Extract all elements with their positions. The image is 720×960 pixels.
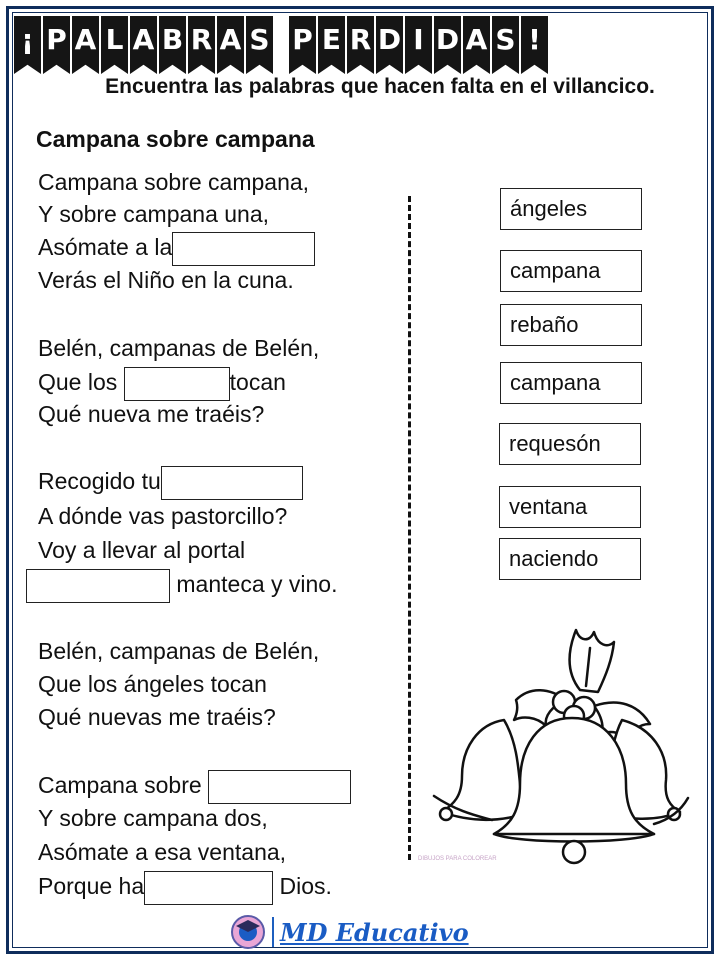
instruction-text: Encuentra las palabras que hacen falta en el villancico. (105, 75, 655, 98)
blank-box-1[interactable] (172, 232, 315, 266)
poem-line-16: Y sobre campana dos, (38, 805, 268, 831)
footer-separator (272, 917, 274, 947)
poem-line-12: Belén, campanas de Belén, (38, 638, 320, 664)
word-bank-item[interactable]: rebaño (500, 304, 642, 346)
banner-pennant: E (318, 16, 345, 74)
banner-pennant: D (434, 16, 461, 74)
poem-line-18 (38, 871, 332, 901)
poem-line-11-text: manteca y vino. (176, 571, 338, 598)
footer (230, 912, 469, 952)
dashed-divider (408, 196, 411, 860)
blank-box-4[interactable] (26, 569, 170, 603)
poem-line-13: Que los ángeles tocan (38, 671, 267, 697)
word-bank-item[interactable]: campana (500, 250, 642, 292)
banner-pennant: A (217, 16, 244, 74)
banner-pennant: A (130, 16, 157, 74)
banner-pennant: A (463, 16, 490, 74)
banner-pennant: B (159, 16, 186, 74)
word-bank-item[interactable]: ventana (499, 486, 641, 528)
banner-pennant: R (188, 16, 215, 74)
christmas-bells-illustration (418, 620, 690, 875)
banner-pennant: ! (521, 16, 548, 74)
image-credit: DIBUJOS PARA COLOREAR (418, 856, 497, 862)
poem-line-1: Campana sobre campana, (38, 169, 310, 195)
poem-line-8 (38, 466, 303, 496)
poem-line-6 (38, 367, 286, 397)
title-banner (14, 16, 548, 76)
poem-line-18-text-a: Porque ha (38, 873, 145, 900)
poem-line-9: A dónde vas pastorcillo? (38, 503, 288, 529)
poem-line-2: Y sobre campana una, (38, 201, 270, 227)
poem-line-15-text: Campana sobre (38, 772, 202, 799)
word-bank-item[interactable]: campana (500, 362, 642, 404)
banner-pennant: S (246, 16, 273, 74)
banner-pennant: P (43, 16, 70, 74)
poem-line-15 (38, 770, 351, 800)
poem-line-7: Qué nueva me traéis? (38, 401, 265, 427)
poem-line-6-text-a: Que los (38, 369, 118, 396)
banner-pennant: ¡ (14, 16, 41, 74)
banner-pennant: L (101, 16, 128, 74)
word-bank-item[interactable]: ángeles (500, 188, 642, 230)
poem-line-17: Asómate a esa ventana, (38, 839, 287, 865)
blank-box-5[interactable] (208, 770, 351, 804)
blank-box-6[interactable] (144, 871, 273, 905)
poem-line-11 (26, 569, 337, 599)
banner-pennant: I (405, 16, 432, 74)
banner-pennant: A (72, 16, 99, 74)
banner-pennant: S (492, 16, 519, 74)
blank-box-2[interactable] (124, 367, 230, 401)
banner-pennant: P (289, 16, 316, 74)
banner-pennant: R (347, 16, 374, 74)
poem-line-4: Verás el Niño en la cuna. (38, 267, 294, 293)
poem-line-3-text: Asómate a la (38, 234, 173, 261)
poem-line-10: Voy a llevar al portal (38, 537, 246, 563)
banner-pennant: D (376, 16, 403, 74)
word-bank-item[interactable]: naciendo (499, 538, 641, 580)
poem-line-18-text-b: Dios. (279, 873, 332, 900)
poem-line-8-text: Recogido tu (38, 468, 161, 495)
brand-name[interactable]: MD Educativo (280, 917, 469, 947)
poem-line-14: Qué nuevas me traéis? (38, 704, 276, 730)
banner-gap (275, 16, 287, 76)
song-title: Campana sobre campana (36, 126, 315, 152)
brand-logo-icon (230, 914, 266, 950)
blank-box-3[interactable] (161, 466, 303, 500)
poem-line-6-text-b: tocan (229, 369, 286, 396)
word-bank-item[interactable]: requesón (499, 423, 641, 465)
poem-line-5: Belén, campanas de Belén, (38, 335, 320, 361)
poem-line-3 (38, 232, 315, 262)
